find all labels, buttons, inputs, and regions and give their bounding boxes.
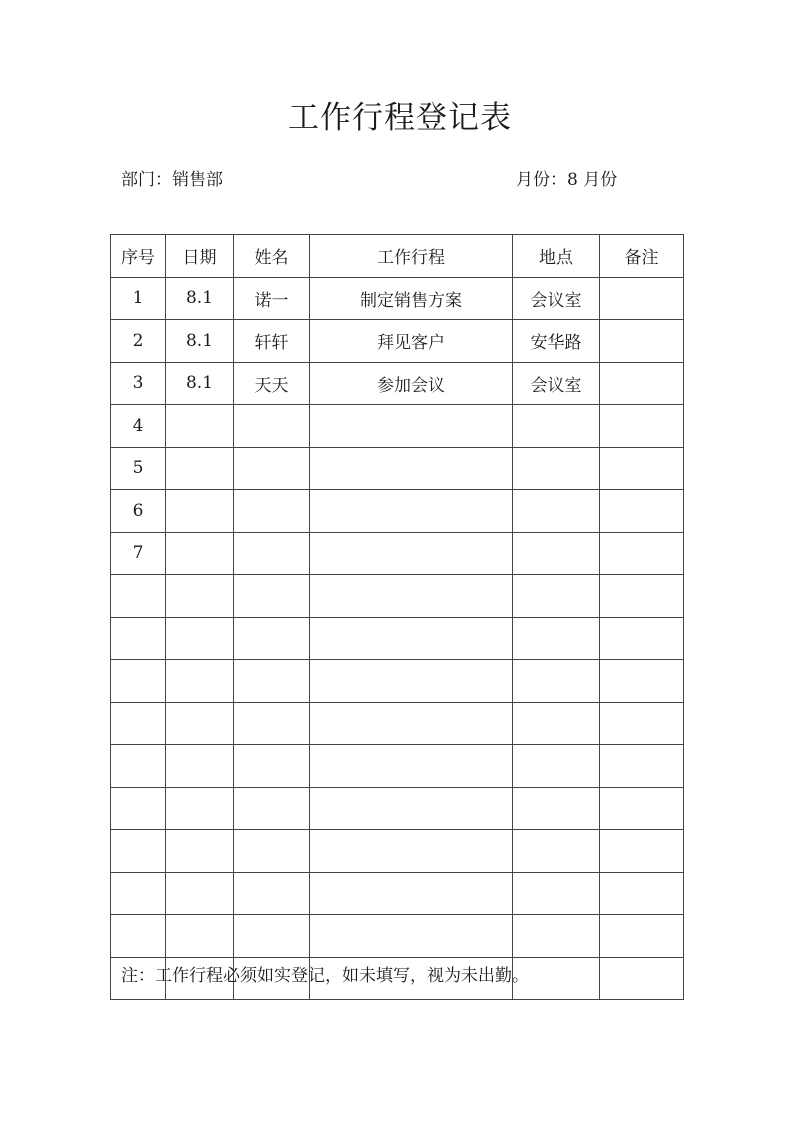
cell-index xyxy=(111,617,166,660)
cell-remarks xyxy=(600,490,684,533)
cell-date xyxy=(166,575,234,618)
footnote: 注：工作行程必须如实登记，如未填写，视为未出勤。 xyxy=(121,966,529,986)
cell-date xyxy=(166,490,234,533)
cell-name xyxy=(234,447,310,490)
table-row xyxy=(111,405,684,448)
table-row xyxy=(111,787,684,830)
cell-remarks xyxy=(600,320,684,363)
cell-location xyxy=(513,405,600,448)
cell-index: 4 xyxy=(111,405,166,448)
cell-date xyxy=(166,872,234,915)
cell-date: 8.1 xyxy=(166,277,234,320)
cell-itinerary xyxy=(310,660,513,703)
header-location: 地点 xyxy=(513,235,600,278)
cell-itinerary xyxy=(310,617,513,660)
cell-location xyxy=(513,575,600,618)
table-row xyxy=(111,915,684,958)
table-row xyxy=(111,830,684,873)
cell-remarks xyxy=(600,915,684,958)
cell-date: 8.1 xyxy=(166,362,234,405)
cell-remarks xyxy=(600,872,684,915)
cell-date xyxy=(166,915,234,958)
cell-itinerary xyxy=(310,702,513,745)
cell-location xyxy=(513,532,600,575)
month-value: 8 月份 xyxy=(567,170,618,190)
cell-remarks xyxy=(600,447,684,490)
header-index: 序号 xyxy=(111,235,166,278)
month-field xyxy=(516,168,617,192)
cell-remarks xyxy=(600,830,684,873)
cell-date xyxy=(166,830,234,873)
cell-date xyxy=(166,532,234,575)
month-label: 月份： xyxy=(516,170,567,190)
cell-location xyxy=(513,447,600,490)
cell-remarks xyxy=(600,277,684,320)
cell-date xyxy=(166,787,234,830)
cell-name xyxy=(234,575,310,618)
cell-index xyxy=(111,872,166,915)
cell-index: 1 xyxy=(111,277,166,320)
page-title: 工作行程登记表 xyxy=(288,100,512,136)
department-label: 部门： xyxy=(121,170,172,190)
table-row xyxy=(111,277,684,320)
cell-index xyxy=(111,660,166,703)
schedule-table xyxy=(110,234,684,1000)
cell-remarks xyxy=(600,575,684,618)
table-row xyxy=(111,575,684,618)
table-row xyxy=(111,490,684,533)
table-row xyxy=(111,532,684,575)
cell-name: 天天 xyxy=(234,362,310,405)
cell-index: 3 xyxy=(111,362,166,405)
cell-index xyxy=(111,745,166,788)
cell-itinerary xyxy=(310,915,513,958)
cell-date: 8.1 xyxy=(166,320,234,363)
table-row xyxy=(111,660,684,703)
cell-location xyxy=(513,915,600,958)
table-row xyxy=(111,702,684,745)
cell-remarks xyxy=(600,405,684,448)
cell-index xyxy=(111,575,166,618)
cell-date xyxy=(166,702,234,745)
table-row xyxy=(111,362,684,405)
cell-index xyxy=(111,915,166,958)
cell-location xyxy=(513,617,600,660)
header-remarks: 备注 xyxy=(600,235,684,278)
cell-date xyxy=(166,660,234,703)
cell-name xyxy=(234,787,310,830)
cell-name: 轩轩 xyxy=(234,320,310,363)
cell-index: 2 xyxy=(111,320,166,363)
cell-date xyxy=(166,447,234,490)
cell-itinerary xyxy=(310,575,513,618)
department-field xyxy=(121,168,223,192)
cell-itinerary: 参加会议 xyxy=(310,362,513,405)
header-date: 日期 xyxy=(166,235,234,278)
cell-location xyxy=(513,787,600,830)
cell-name xyxy=(234,617,310,660)
cell-remarks xyxy=(600,957,684,1000)
cell-index: 6 xyxy=(111,490,166,533)
cell-itinerary xyxy=(310,490,513,533)
cell-name xyxy=(234,405,310,448)
cell-itinerary: 制定销售方案 xyxy=(310,277,513,320)
cell-itinerary xyxy=(310,830,513,873)
cell-itinerary: 拜见客户 xyxy=(310,320,513,363)
table-row xyxy=(111,745,684,788)
cell-index: 5 xyxy=(111,447,166,490)
cell-index xyxy=(111,787,166,830)
cell-name xyxy=(234,660,310,703)
cell-location xyxy=(513,745,600,788)
cell-location xyxy=(513,872,600,915)
cell-location xyxy=(513,490,600,533)
table-row xyxy=(111,617,684,660)
cell-remarks xyxy=(600,660,684,703)
cell-itinerary xyxy=(310,872,513,915)
cell-location: 会议室 xyxy=(513,277,600,320)
cell-remarks xyxy=(600,787,684,830)
cell-index: 7 xyxy=(111,532,166,575)
header-itinerary: 工作行程 xyxy=(310,235,513,278)
cell-itinerary xyxy=(310,745,513,788)
table-row xyxy=(111,447,684,490)
table-row xyxy=(111,872,684,915)
cell-name xyxy=(234,872,310,915)
cell-name xyxy=(234,830,310,873)
cell-name xyxy=(234,745,310,788)
cell-remarks xyxy=(600,362,684,405)
cell-name: 诺一 xyxy=(234,277,310,320)
cell-location xyxy=(513,702,600,745)
cell-name xyxy=(234,490,310,533)
cell-itinerary xyxy=(310,405,513,448)
cell-itinerary xyxy=(310,532,513,575)
cell-date xyxy=(166,745,234,788)
header-name: 姓名 xyxy=(234,235,310,278)
cell-location: 安华路 xyxy=(513,320,600,363)
cell-itinerary xyxy=(310,787,513,830)
cell-remarks xyxy=(600,532,684,575)
department-value: 销售部 xyxy=(172,170,223,190)
cell-date xyxy=(166,617,234,660)
cell-itinerary xyxy=(310,447,513,490)
table-header-row xyxy=(111,235,684,278)
cell-location xyxy=(513,830,600,873)
cell-location: 会议室 xyxy=(513,362,600,405)
cell-name xyxy=(234,532,310,575)
cell-location xyxy=(513,660,600,703)
cell-name xyxy=(234,702,310,745)
cell-index xyxy=(111,702,166,745)
cell-name xyxy=(234,915,310,958)
cell-remarks xyxy=(600,745,684,788)
cell-remarks xyxy=(600,617,684,660)
cell-date xyxy=(166,405,234,448)
table-row xyxy=(111,320,684,363)
cell-remarks xyxy=(600,702,684,745)
cell-index xyxy=(111,830,166,873)
